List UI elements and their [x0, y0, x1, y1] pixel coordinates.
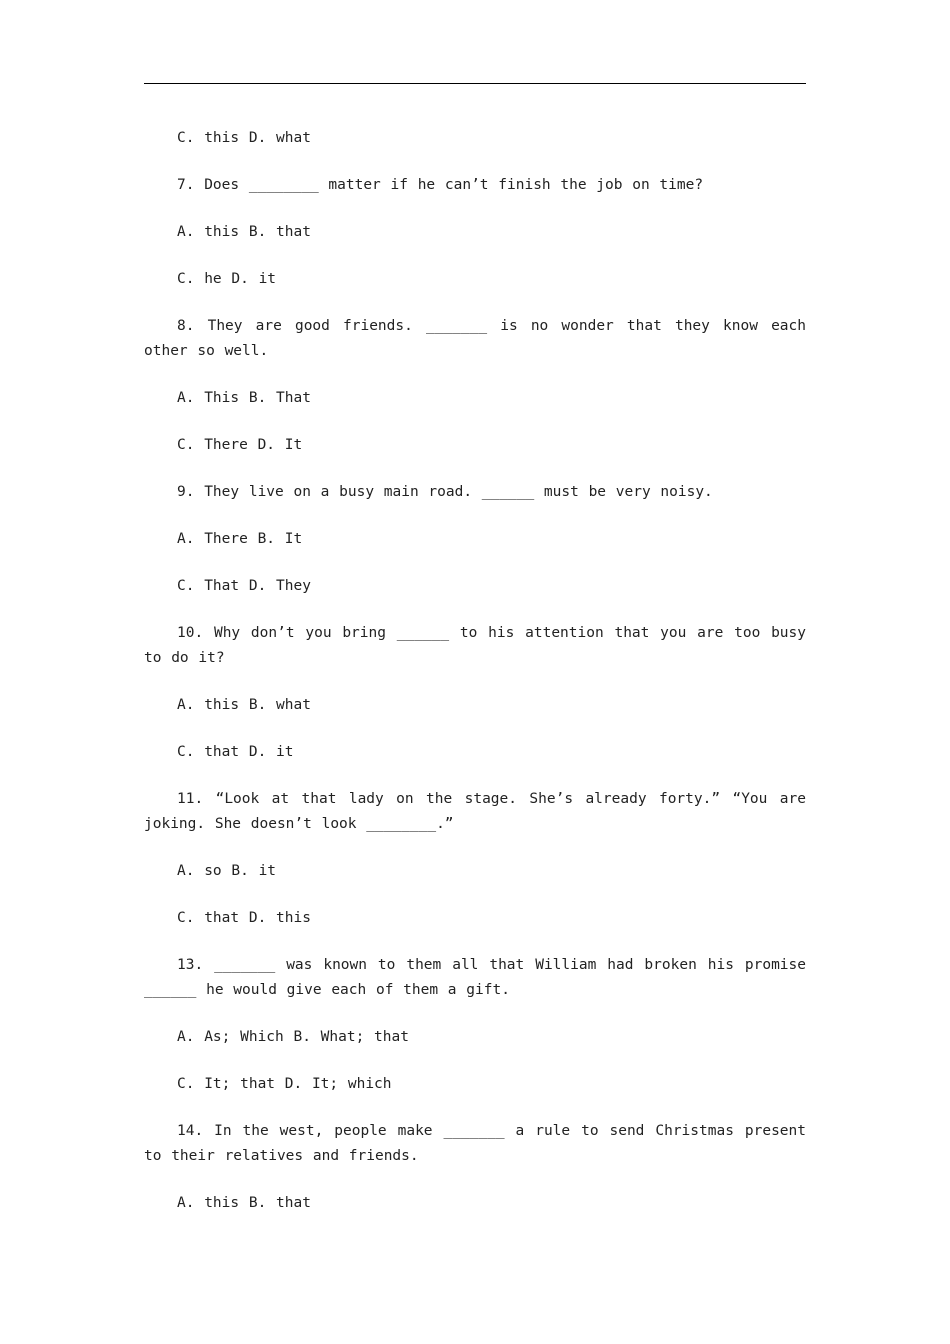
- question-list: [144, 126, 816, 1238]
- option-line: C. he D. it: [177, 271, 277, 287]
- question-11: 11. “Look at that lady on the stage. She’s already forty.” “You are joking. She doesn’t look ________.”: [144, 791, 816, 832]
- question-8: 8. They are good friends. _______ is no wonder that they know each other so well.: [144, 318, 816, 359]
- option-line: C. It; that D. It; which: [177, 1076, 392, 1092]
- question-14: 14. In the west, people make _______ a rule to send Christmas present to their relatives and friends.: [144, 1123, 816, 1164]
- option-line: C. that D. it: [177, 744, 294, 760]
- option-line: C. There D. It: [177, 437, 303, 453]
- question-10: 10. Why don’t you bring ______ to his attention that you are too busy to do it?: [144, 625, 816, 666]
- option-line: A. this B. that: [177, 1195, 311, 1211]
- question-13: 13. _______ was known to them all that William had broken his promise ______ he would give each of them a gift.: [144, 957, 816, 998]
- option-line: C. this D. what: [177, 130, 311, 146]
- question-7: 7. Does ________ matter if he can’t finish the job on time?: [177, 177, 704, 193]
- option-line: A. This B. That: [177, 390, 311, 406]
- header-rule: [144, 83, 806, 84]
- option-line: A. so B. it: [177, 863, 277, 879]
- option-line: A. As; Which B. What; that: [177, 1029, 409, 1045]
- option-line: A. this B. that: [177, 224, 311, 240]
- option-line: C. That D. They: [177, 578, 311, 594]
- option-line: A. this B. what: [177, 697, 311, 713]
- question-9: 9. They live on a busy main road. ______ must be very noisy.: [177, 484, 713, 500]
- option-line: C. that D. this: [177, 910, 311, 926]
- option-line: A. There B. It: [177, 531, 303, 547]
